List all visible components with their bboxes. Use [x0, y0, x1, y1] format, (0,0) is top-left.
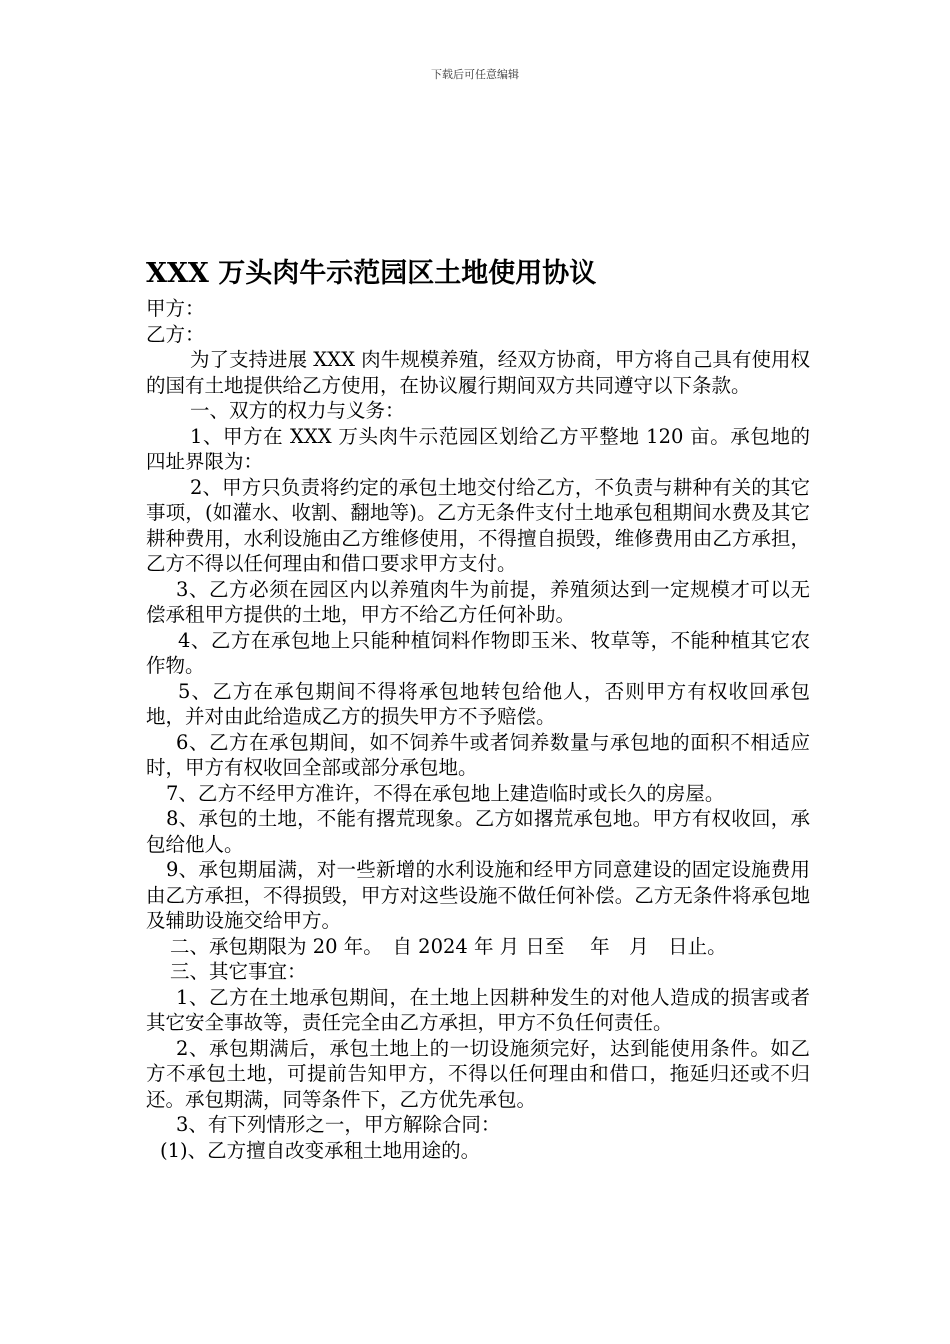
clause-5: 5、乙方在承包期间不得将承包地转包给他人，否则甲方有权收回承包地，并对由此给造成乙方的损失甲方不予赔偿。: [146, 679, 810, 728]
document-title: XXX 万头肉牛示范园区土地使用协议: [146, 258, 597, 289]
party-a-line: 甲方：: [146, 297, 205, 320]
section-1-heading: 一、双方的权力与义务：: [190, 399, 405, 422]
clause-7: 7、乙方不经甲方准许，不得在承包地上建造临时或长久的房屋。: [166, 781, 725, 805]
party-b-line: 乙方：: [146, 322, 205, 346]
clause-8: 8、承包的土地，不能有撂荒现象。乙方如撂荒承包地。甲方有权收回，承包给他人。: [146, 807, 810, 856]
other-clause-3-item-1: (1)、乙方擅自改变承租土地用途的。: [160, 1138, 481, 1162]
intro-paragraph: 为了支持进展 XXX 肉牛规模养殖，经双方协商，甲方将自己具有使用权的国有土地提供给乙方使用，在协议履行期间双方共同遵守以下条款。: [146, 348, 810, 397]
header-note: 下载后可任意编辑: [431, 68, 519, 81]
other-clause-1: 1、乙方在土地承包期间，在土地上因耕种发生的对他人造成的损害或者其它安全事故等，责任完全由乙方承担，甲方不负任何责任。: [146, 985, 810, 1034]
clause-4: 4、乙方在承包地上只能种植饲料作物即玉米、牧草等，不能种植其它农作物。: [146, 628, 810, 677]
clause-2: 2、甲方只负责将约定的承包土地交付给乙方，不负责与耕种有关的其它事项，(如灌水、收割、翻地等)。乙方无条件支付土地承包租期间水费及其它耕种费用，水利设施由乙方维修使用，不得擅自损毁，维修费用由乙方承担，乙方不得以任何理由和借口要求甲方支付。: [146, 475, 810, 575]
section-2-term: 二、承包期限为 20 年。 自 2024 年 月 日至 年 月 日止。: [170, 934, 727, 958]
clause-1: 1、甲方在 XXX 万头肉牛示范园区划给乙方平整地 120 亩。承包地的四址界限为：: [146, 424, 810, 473]
clause-3: 3、乙方必须在园区内以养殖肉牛为前提，养殖须达到一定规模才可以无偿承租甲方提供的土地，甲方不给乙方任何补助。: [146, 577, 810, 626]
clause-9: 9、承包期届满，对一些新增的水利设施和经甲方同意建设的固定设施费用由乙方承担，不得损毁，甲方对这些设施不做任何补偿。乙方无条件将承包地及辅助设施交给甲方。: [146, 858, 810, 932]
clause-6: 6、乙方在承包期间，如不饲养牛或者饲养数量与承包地的面积不相适应时，甲方有权收回全部或部分承包地。: [146, 730, 810, 779]
other-clause-3: 3、有下列情形之一，甲方解除合同：: [176, 1113, 501, 1136]
document-body: [146, 296, 810, 1163]
section-3-heading: 三、其它事宜：: [170, 960, 307, 983]
other-clause-2: 2、承包期满后，承包土地上的一切设施须完好，达到能使用条件。如乙方不承包土地，可提前告知甲方，不得以任何理由和借口，拖延归还或不归还。承包期满，同等条件下，乙方优先承包。: [146, 1036, 810, 1111]
